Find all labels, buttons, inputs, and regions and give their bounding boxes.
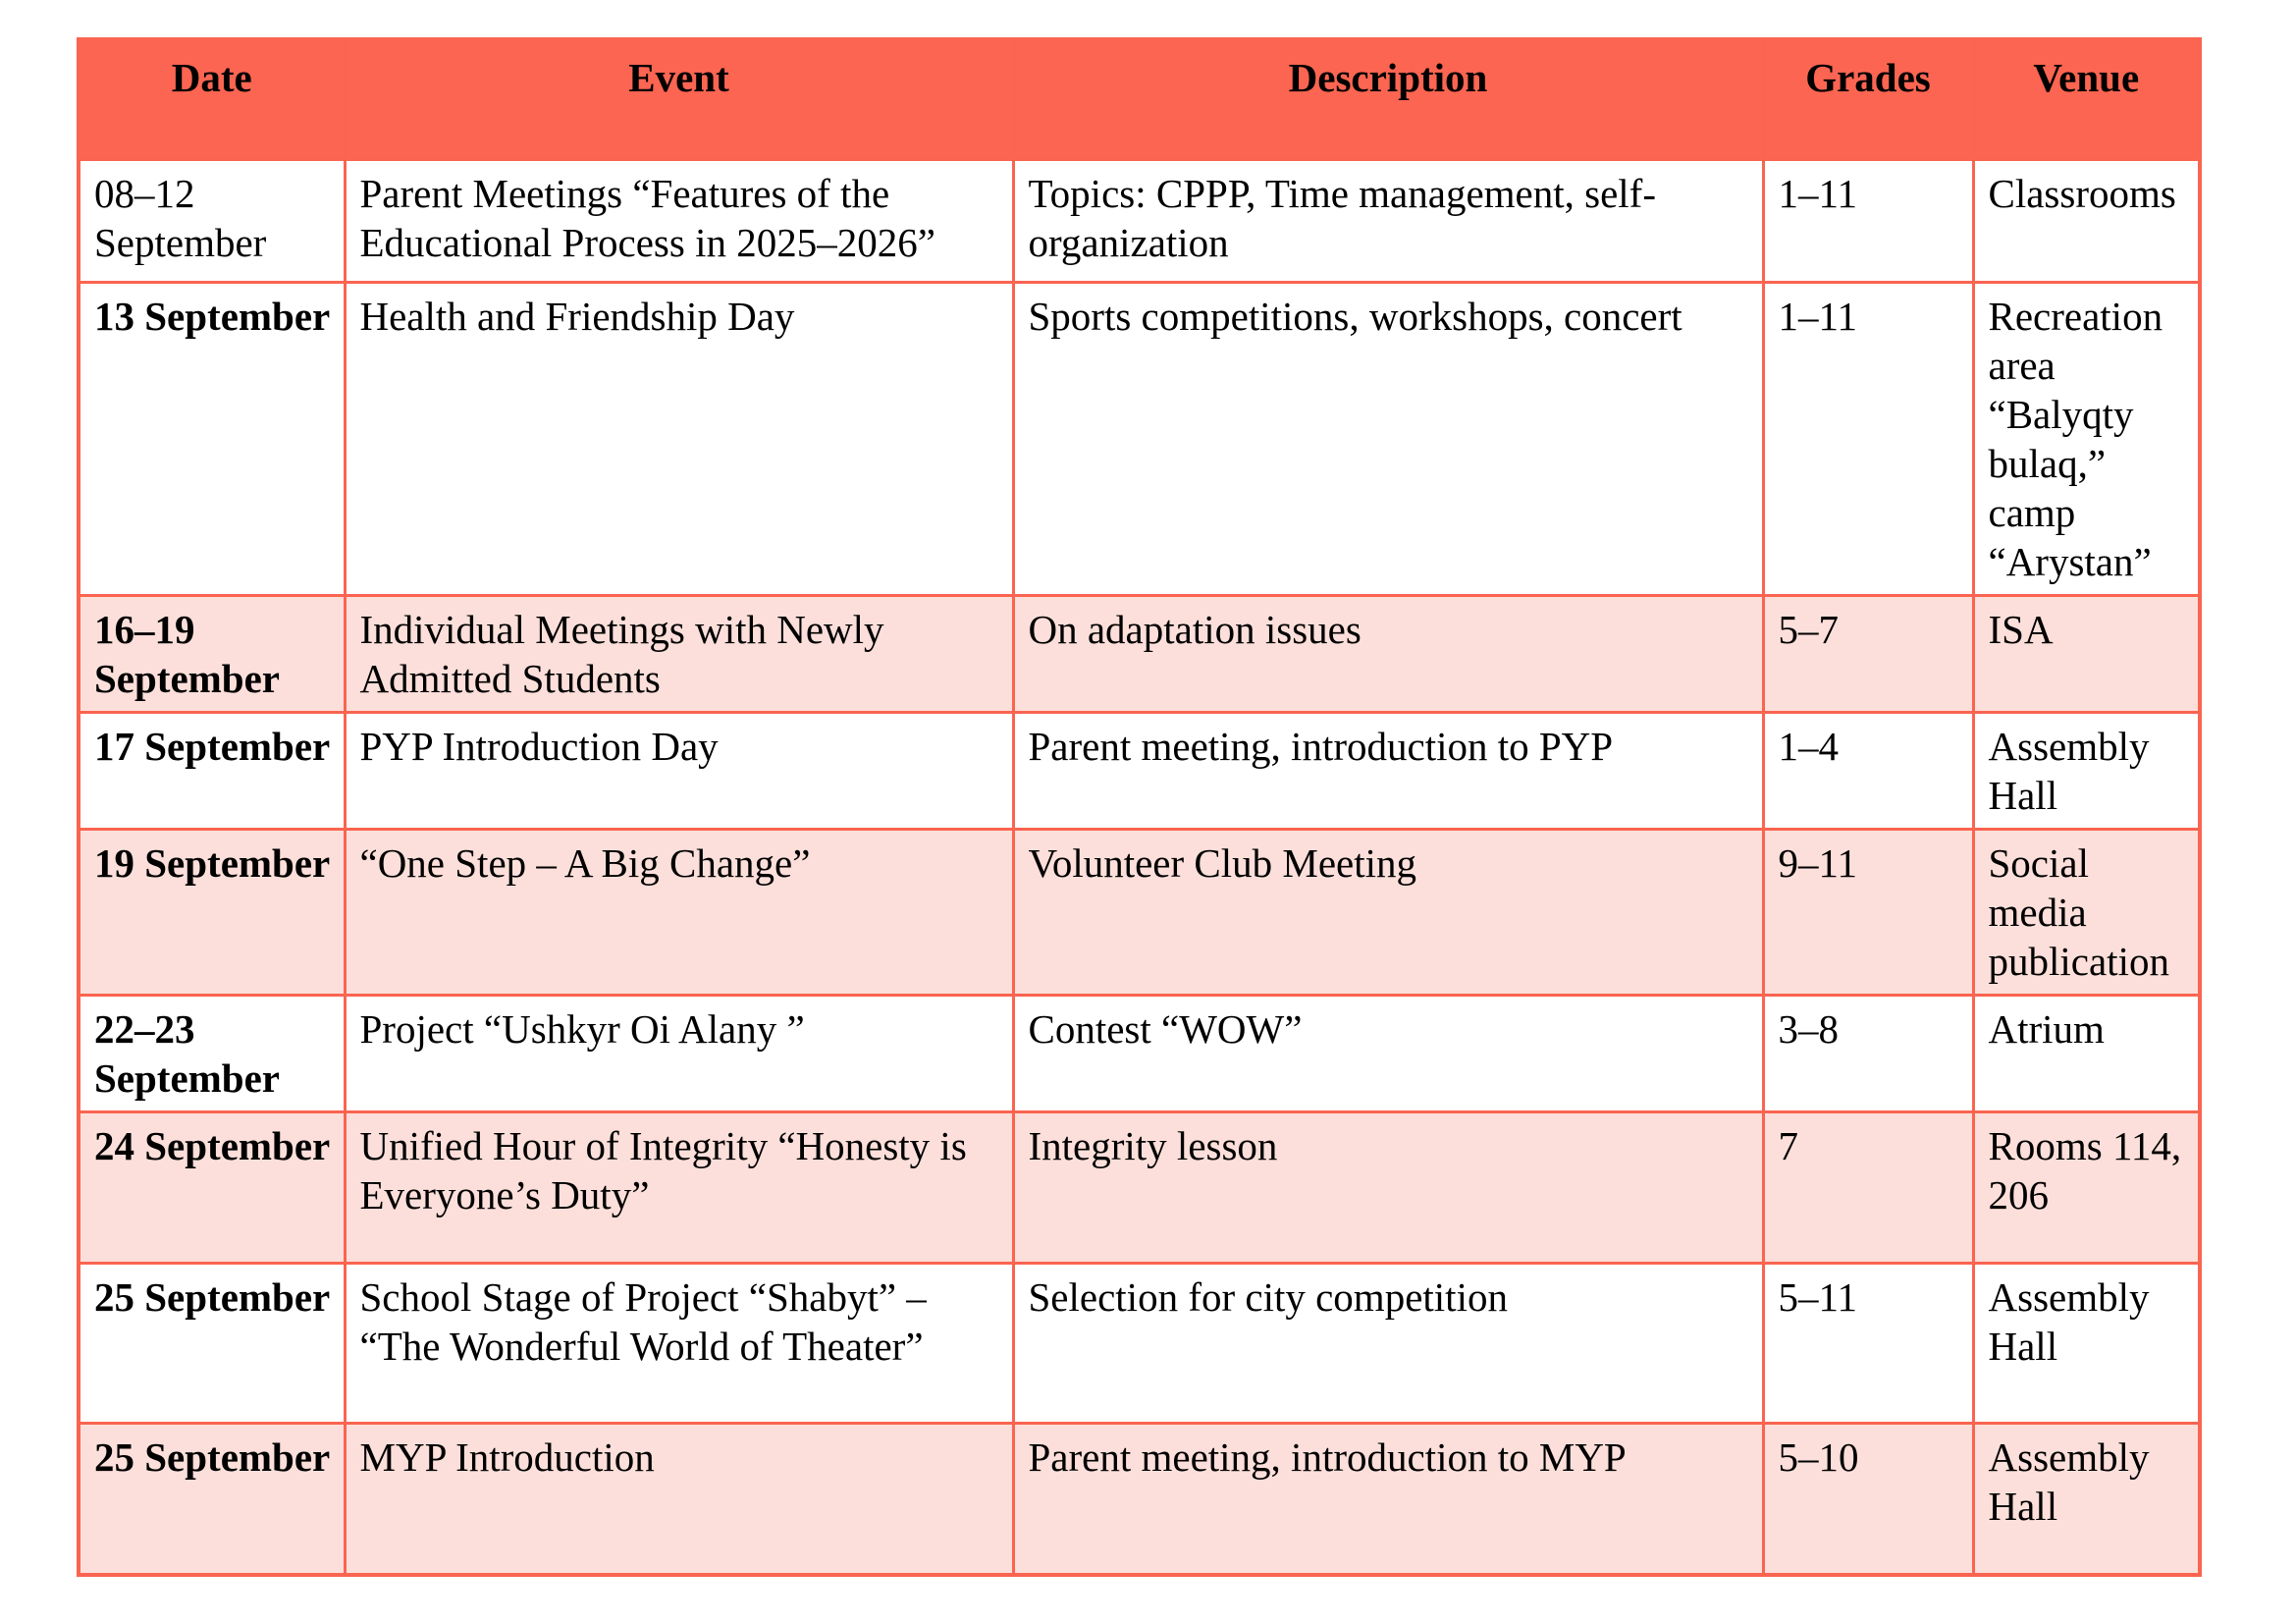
venue-cell: Assembly Hall (1973, 1263, 2200, 1423)
description-cell: Parent meeting, introduction to PYP (1013, 712, 1763, 829)
table-row (79, 159, 2200, 282)
column-header-venue: Venue (1973, 39, 2200, 159)
description-cell: Integrity lesson (1013, 1111, 1763, 1263)
table-row (79, 1111, 2200, 1263)
date-cell: 25 September (79, 1423, 345, 1575)
event-cell: School Stage of Project “Shabyt” – “The Wonderful World of Theater” (345, 1263, 1013, 1423)
event-cell: MYP Introduction (345, 1423, 1013, 1575)
description-cell: On adaptation issues (1013, 595, 1763, 712)
table-row (79, 1263, 2200, 1423)
grades-cell: 5–7 (1763, 595, 1973, 712)
event-cell: “One Step – A Big Change” (345, 829, 1013, 995)
description-cell: Selection for city competition (1013, 1263, 1763, 1423)
grades-cell: 5–11 (1763, 1263, 1973, 1423)
venue-cell: Assembly Hall (1973, 712, 2200, 829)
column-header-description: Description (1013, 39, 1763, 159)
date-cell: 08–12 September (79, 159, 345, 282)
date-cell: 22–23 September (79, 995, 345, 1111)
grades-cell: 1–11 (1763, 282, 1973, 595)
grades-cell: 1–4 (1763, 712, 1973, 829)
table-row (79, 995, 2200, 1111)
description-cell: Topics: CPPP, Time management, self-organization (1013, 159, 1763, 282)
table-row (79, 712, 2200, 829)
grades-cell: 9–11 (1763, 829, 1973, 995)
date-cell: 13 September (79, 282, 345, 595)
grades-cell: 3–8 (1763, 995, 1973, 1111)
column-header-event: Event (345, 39, 1013, 159)
venue-cell: Assembly Hall (1973, 1423, 2200, 1575)
venue-cell: ISA (1973, 595, 2200, 712)
table-row (79, 829, 2200, 995)
date-cell: 25 September (79, 1263, 345, 1423)
venue-cell: Social media publication (1973, 829, 2200, 995)
date-cell: 16–19 September (79, 595, 345, 712)
grades-cell: 1–11 (1763, 159, 1973, 282)
event-cell: Parent Meetings “Features of the Educational Process in 2025–2026” (345, 159, 1013, 282)
venue-cell: Atrium (1973, 995, 2200, 1111)
description-cell: Parent meeting, introduction to MYP (1013, 1423, 1763, 1575)
grades-cell: 5–10 (1763, 1423, 1973, 1575)
date-cell: 24 September (79, 1111, 345, 1263)
event-cell: Project “Ushkyr Oi Alany ” (345, 995, 1013, 1111)
venue-cell: Rooms 114, 206 (1973, 1111, 2200, 1263)
table-row (79, 1423, 2200, 1575)
date-cell: 17 September (79, 712, 345, 829)
column-header-grades: Grades (1763, 39, 1973, 159)
venue-cell: Classrooms (1973, 159, 2200, 282)
event-cell: Individual Meetings with Newly Admitted Students (345, 595, 1013, 712)
table-row (79, 282, 2200, 595)
event-cell: Health and Friendship Day (345, 282, 1013, 595)
description-cell: Sports competitions, workshops, concert (1013, 282, 1763, 595)
events-table (77, 37, 2202, 1577)
header-row (79, 39, 2200, 159)
description-cell: Contest “WOW” (1013, 995, 1763, 1111)
date-cell: 19 September (79, 829, 345, 995)
table-row (79, 595, 2200, 712)
description-cell: Volunteer Club Meeting (1013, 829, 1763, 995)
column-header-date: Date (79, 39, 345, 159)
grades-cell: 7 (1763, 1111, 1973, 1263)
event-cell: Unified Hour of Integrity “Honesty is Everyone’s Duty” (345, 1111, 1013, 1263)
event-cell: PYP Introduction Day (345, 712, 1013, 829)
venue-cell: Recreation area “Balyqty bulaq,” camp “Arystan” (1973, 282, 2200, 595)
